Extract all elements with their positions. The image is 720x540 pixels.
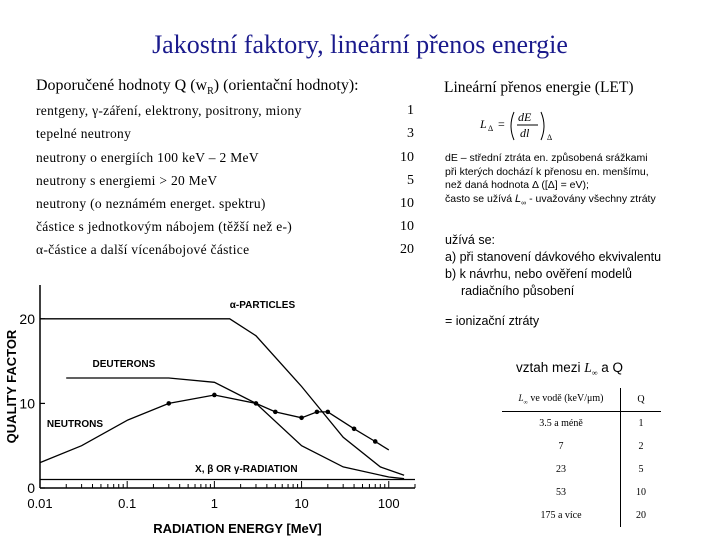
rec-row-label: tepelné neutrony bbox=[36, 126, 132, 141]
let-uses bbox=[445, 232, 661, 300]
let-q-table bbox=[502, 388, 661, 527]
svg-text:=: = bbox=[498, 117, 505, 131]
neutron-data-point bbox=[373, 439, 378, 444]
relation-prefix: vztah mezi bbox=[516, 360, 581, 375]
let-formula bbox=[478, 104, 568, 148]
recommended-heading-suffix: ) (orientační hodnoty): bbox=[213, 77, 359, 94]
table-cell-q: 20 bbox=[636, 510, 646, 521]
rec-row-value: 20 bbox=[400, 242, 414, 257]
header-symbol: L bbox=[518, 393, 524, 403]
rec-row-value: 3 bbox=[407, 126, 414, 141]
neutron-data-point bbox=[273, 410, 278, 415]
relation-symbol-l: L bbox=[584, 360, 592, 375]
let-desc-line: než daná hodnota Δ ([Δ] = eV); bbox=[445, 179, 589, 191]
x-tick-label: 0.1 bbox=[118, 496, 137, 511]
x-tick-label: 100 bbox=[377, 496, 400, 511]
neutron-data-point bbox=[352, 426, 357, 431]
table-row bbox=[502, 458, 661, 481]
y-tick-label: 10 bbox=[19, 395, 35, 412]
x-tick-label: 0.01 bbox=[27, 496, 53, 511]
y-axis-label: QUALITY FACTOR bbox=[4, 329, 19, 444]
y-tick-label: 20 bbox=[19, 310, 35, 327]
neutron-data-point bbox=[254, 401, 259, 406]
neutron-data-point bbox=[315, 410, 320, 415]
formula-sub: Δ bbox=[547, 133, 553, 142]
chart-series bbox=[40, 319, 415, 480]
let-description bbox=[445, 152, 710, 210]
header-symbol-sub: ∞ bbox=[523, 400, 528, 406]
let-desc-text: často se užívá bbox=[445, 192, 513, 205]
table-cell-q: 1 bbox=[638, 418, 644, 429]
chart-labels bbox=[47, 300, 298, 475]
ionization-note: = ionizační ztráty bbox=[445, 314, 540, 328]
page-title: Jakostní faktory, lineární přenos energie bbox=[152, 30, 568, 59]
uses-heading: užívá se: bbox=[445, 233, 496, 247]
series-label: DEUTERONS bbox=[92, 359, 156, 371]
formula-denominator: dl bbox=[520, 126, 530, 140]
l-infinity-symbol bbox=[515, 193, 526, 205]
table-cell-l: 7 bbox=[502, 435, 621, 458]
series-label: X, β OR γ-RADIATION bbox=[195, 463, 298, 475]
x-tick-label: 10 bbox=[294, 496, 309, 511]
rec-row-value: 5 bbox=[407, 173, 414, 188]
table-cell-q: 10 bbox=[636, 487, 646, 498]
formula-numerator: dE bbox=[518, 110, 532, 124]
rec-row-value: 10 bbox=[400, 150, 414, 165]
relation-heading bbox=[516, 360, 623, 378]
use-item-cont: radiačního působení bbox=[461, 284, 575, 298]
rec-row-value: 10 bbox=[400, 219, 414, 234]
rec-row-label: neutrony o energiích 100 keV – 2 MeV bbox=[36, 150, 259, 165]
header-l-text: ve vodě (keV/μm) bbox=[530, 393, 604, 404]
table-row bbox=[502, 504, 661, 527]
rec-row-label: neutrony s energiemi > 20 MeV bbox=[36, 173, 218, 188]
table-row bbox=[502, 481, 661, 504]
table-header-l bbox=[502, 388, 621, 412]
let-desc-line: dE – střední ztráta en. způsobená srážkami bbox=[445, 152, 648, 164]
x-axis-label: RADIATION ENERGY [MeV] bbox=[153, 521, 322, 536]
relation-suffix: a Q bbox=[601, 360, 624, 375]
table-row bbox=[502, 435, 661, 458]
series-label: α-PARTICLES bbox=[229, 299, 296, 311]
chart-axes bbox=[4, 285, 415, 536]
let-desc-text: - uvažovány všechny ztráty bbox=[529, 192, 656, 205]
rec-row-label: částice s jednotkovým nábojem (těžší než e-) bbox=[36, 219, 293, 234]
y-tick-label: 0 bbox=[27, 480, 35, 496]
table-cell-q: 5 bbox=[638, 464, 644, 475]
formula-lhs-sub: Δ bbox=[488, 124, 494, 133]
quality-factor-chart bbox=[0, 283, 420, 540]
let-desc-line bbox=[445, 193, 710, 211]
neutron-data-point bbox=[212, 393, 217, 398]
table-cell-l: 23 bbox=[502, 458, 621, 481]
table-cell-l: 53 bbox=[502, 481, 621, 504]
rec-row-value: 1 bbox=[407, 103, 414, 118]
table-header-q: Q bbox=[621, 388, 662, 412]
rec-row-label: α-částice a další vícenábojové částice bbox=[36, 242, 250, 257]
series-label: NEUTRONS bbox=[46, 419, 104, 431]
table-row bbox=[502, 412, 661, 436]
let-desc-line: při kterých dochází k přenosu en. menšímu, bbox=[445, 165, 649, 178]
let-heading: Lineární přenos energie (LET) bbox=[444, 79, 634, 96]
table-cell-q: 2 bbox=[638, 441, 644, 452]
table-cell-l: 175 a více bbox=[502, 504, 621, 527]
neutron-data-point bbox=[326, 410, 331, 415]
use-item: a) při stanovení dávkového ekvivalentu bbox=[445, 250, 662, 264]
recommended-heading bbox=[36, 77, 359, 97]
neutron-data-point bbox=[166, 401, 171, 406]
recommended-heading-prefix: Doporučené hodnoty Q (w bbox=[36, 77, 208, 94]
recommended-heading-sub: R bbox=[207, 86, 214, 98]
relation-symbol-sub: ∞ bbox=[591, 368, 598, 378]
formula-lhs: L bbox=[480, 117, 487, 131]
table-header-row bbox=[502, 388, 661, 412]
rec-row-label: neutrony (o neznámém energet. spektru) bbox=[36, 196, 266, 211]
rec-row-label: rentgeny, γ-záření, elektrony, positrony, miony bbox=[36, 103, 302, 118]
neutron-data-point bbox=[299, 415, 304, 420]
l-symbol-sub: ∞ bbox=[521, 199, 527, 207]
relation-symbol bbox=[584, 360, 598, 378]
x-tick-label: 1 bbox=[210, 496, 218, 511]
rec-row-value: 10 bbox=[400, 196, 414, 211]
l-symbol: L bbox=[515, 192, 522, 205]
table-cell-l: 3.5 a méně bbox=[502, 412, 621, 436]
use-item: b) k návrhu, nebo ověření modelů bbox=[445, 267, 632, 281]
